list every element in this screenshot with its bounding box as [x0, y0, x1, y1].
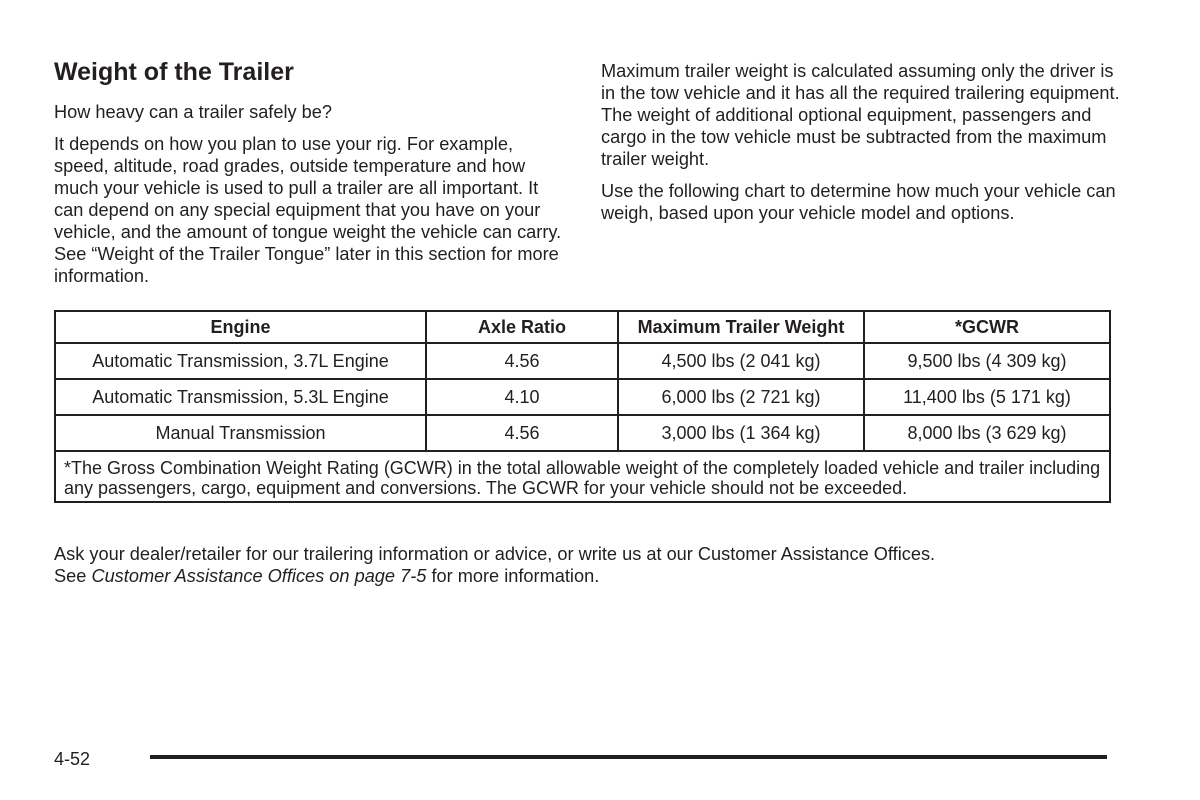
- left-column: [54, 56, 564, 297]
- see-prefix: See: [54, 566, 87, 586]
- cell-gcwr: 8,000 lbs (3 629 kg): [864, 415, 1110, 451]
- header-axle-ratio: Axle Ratio: [426, 311, 618, 343]
- customer-assistance-reference[interactable]: Customer Assistance Offices on page 7-5: [91, 566, 427, 586]
- footer-rule: [150, 755, 1107, 759]
- table-header-row: [55, 311, 1110, 343]
- see-reference-line: [54, 565, 1134, 587]
- cell-max-trailer-weight: 3,000 lbs (1 364 kg): [618, 415, 864, 451]
- header-max-trailer-weight: Maximum Trailer Weight: [618, 311, 864, 343]
- table-row: [55, 343, 1110, 379]
- header-gcwr: *GCWR: [864, 311, 1110, 343]
- cell-engine: Manual Transmission: [55, 415, 426, 451]
- right-column: [601, 60, 1121, 234]
- chart-usage-paragraph: Use the following chart to determine how much your vehicle can weigh, based upon your vehicle model and options.: [601, 181, 1116, 223]
- cell-axle-ratio: 4.10: [426, 379, 618, 415]
- see-suffix: for more information.: [431, 566, 600, 586]
- closing-text: [54, 543, 1134, 587]
- cell-engine: Automatic Transmission, 3.7L Engine: [55, 343, 426, 379]
- cell-max-trailer-weight: 6,000 lbs (2 721 kg): [618, 379, 864, 415]
- cell-axle-ratio: 4.56: [426, 343, 618, 379]
- intro-question: How heavy can a trailer safely be?: [54, 102, 333, 122]
- cell-axle-ratio: 4.56: [426, 415, 618, 451]
- cell-engine: Automatic Transmission, 5.3L Engine: [55, 379, 426, 415]
- table-row: [55, 379, 1110, 415]
- table-footnote-row: [55, 451, 1110, 502]
- dealer-advice-line: Ask your dealer/retailer for our trailering information or advice, or write us at our Customer Assistance Offices.: [54, 544, 936, 564]
- header-engine: Engine: [55, 311, 426, 343]
- table-row: [55, 415, 1110, 451]
- max-weight-paragraph: Maximum trailer weight is calculated assuming only the driver is in the tow vehicle and it has all the required trailering equipment. The weight of additional optional equipment, passengers and cargo in the tow vehicle must be subtracted from the maximum trailer weight.: [601, 61, 1120, 169]
- trailer-weight-table: [54, 310, 1111, 503]
- section-heading: Weight of the Trailer: [54, 58, 294, 86]
- cell-gcwr: 9,500 lbs (4 309 kg): [864, 343, 1110, 379]
- intro-paragraph: It depends on how you plan to use your rig. For example, speed, altitude, road grades, outside temperature and how much your vehicle is used to pull a trailer are all important. It can depend on any special equipment that you have on your vehicle, and the amount of tongue weight the vehicle can carry. See “Weight of the Trailer Tongue” later in this section for more information.: [54, 134, 562, 286]
- gcwr-footnote: *The Gross Combination Weight Rating (GCWR) in the total allowable weight of the completely loaded vehicle and trailer including any passengers, cargo, equipment and conversions. The GCWR for your vehicle should not be exceeded.: [55, 451, 1110, 502]
- page-number: 4-52: [54, 749, 91, 769]
- cell-gcwr: 11,400 lbs (5 171 kg): [864, 379, 1110, 415]
- cell-max-trailer-weight: 4,500 lbs (2 041 kg): [618, 343, 864, 379]
